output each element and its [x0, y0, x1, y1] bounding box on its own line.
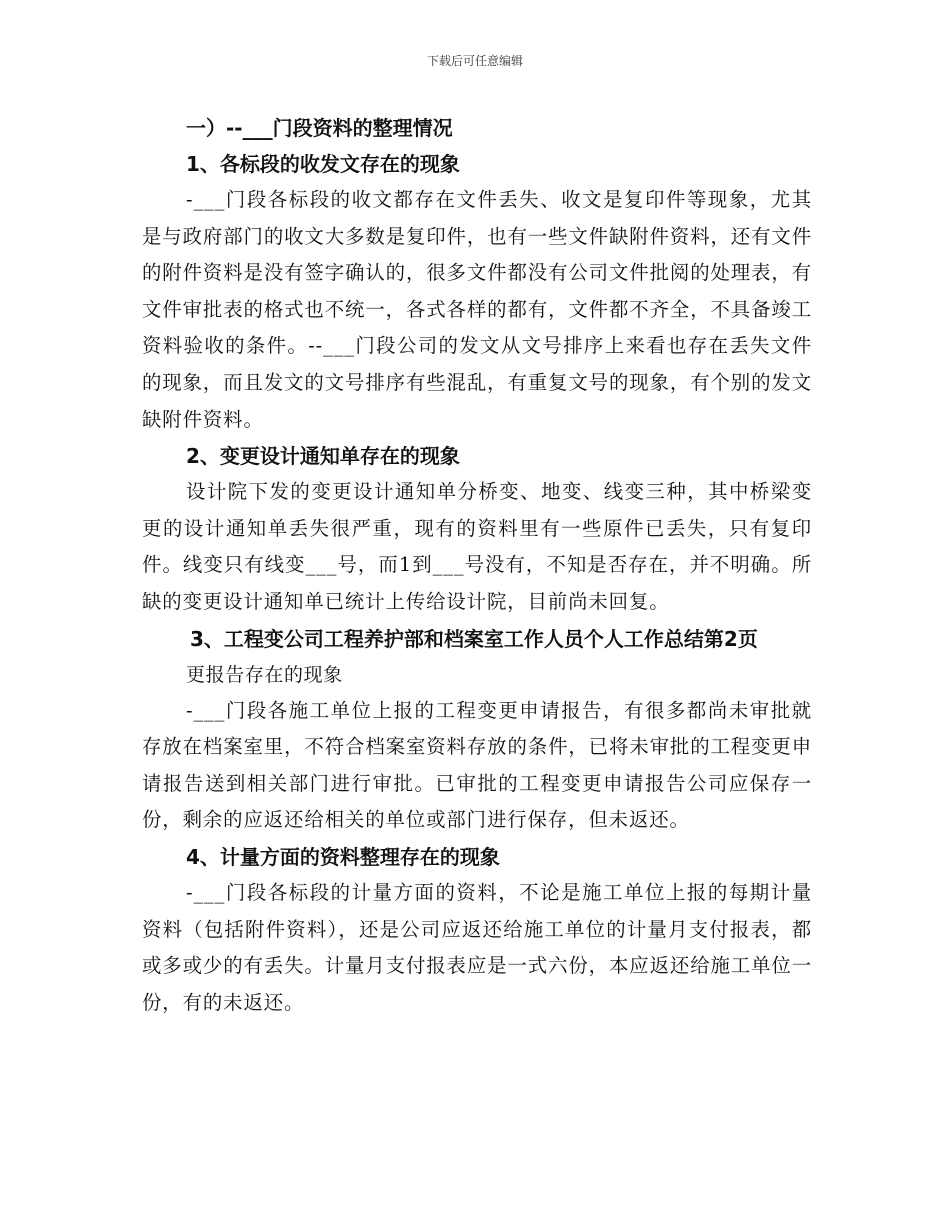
item-2-paragraph: 设计院下发的变更设计通知单分桥变、地变、线变三种，其中桥梁变更的设计通知单丢失很严重，现有的资料里有一些原件已丢失，只有复印件。线变只有线变___号，而1到___号没有，不知是否存在，并不明确。所缺的变更设计通知单已统计上传给设计院，目前尚未回复。: [142, 480, 812, 613]
document-body: [142, 110, 812, 1021]
item-3-heading: 3、工程变公司工程养护部和档案室工作人员个人工作总结第2页: [190, 626, 758, 651]
item-3-subheading: 更报告存在的现象: [186, 663, 343, 686]
item-3-paragraph: -___门段各施工单位上报的工程变更申请报告，有很多都尚未审批就存放在档案室里，不符合档案室资料存放的条件，已将未审批的工程变更申请报告送到相关部门进行审批。已审批的工程变更申请报告公司应保存一份，剩余的应返还给相关的单位或部门进行保存，但未返还。: [142, 698, 812, 832]
item-1-heading: 1、各标段的收发文存在的现象: [186, 152, 460, 176]
page-header-note: 下载后可任意编辑: [426, 54, 523, 68]
section-title: 一）--___门段资料的整理情况: [186, 116, 453, 140]
item-4-heading: 4、计量方面的资料整理存在的现象: [186, 844, 500, 869]
item-1-paragraph: -___门段各标段的收文都存在文件丢失、收文是复印件等现象，尤其是与政府部门的收文大多数是复印件，也有一些文件缺附件资料，还有文件的附件资料是没有签字确认的，很多文件都没有公司文件批阅的处理表，有文件审批表的格式也不统一，各式各样的都有，文件都不齐全，不具备竣工资料验收的条件。--___门段公司的发文从文号排序上来看也存在丢失文件的现象，而且发文的文号排序有些混乱，有重复文号的现象，有个别的发文缺附件资料。: [142, 188, 812, 431]
item-4-paragraph: -___门段各标段的计量方面的资料，不论是施工单位上报的每期计量资料（包括附件资料），还是公司应返还给施工单位的计量月支付报表，都或多或少的有丢失。计量月支付报表应是一式六份，本应返还给施工单位一份，有的未返还。: [142, 880, 812, 1014]
item-2-heading: 2、变更设计通知单存在的现象: [186, 444, 460, 469]
